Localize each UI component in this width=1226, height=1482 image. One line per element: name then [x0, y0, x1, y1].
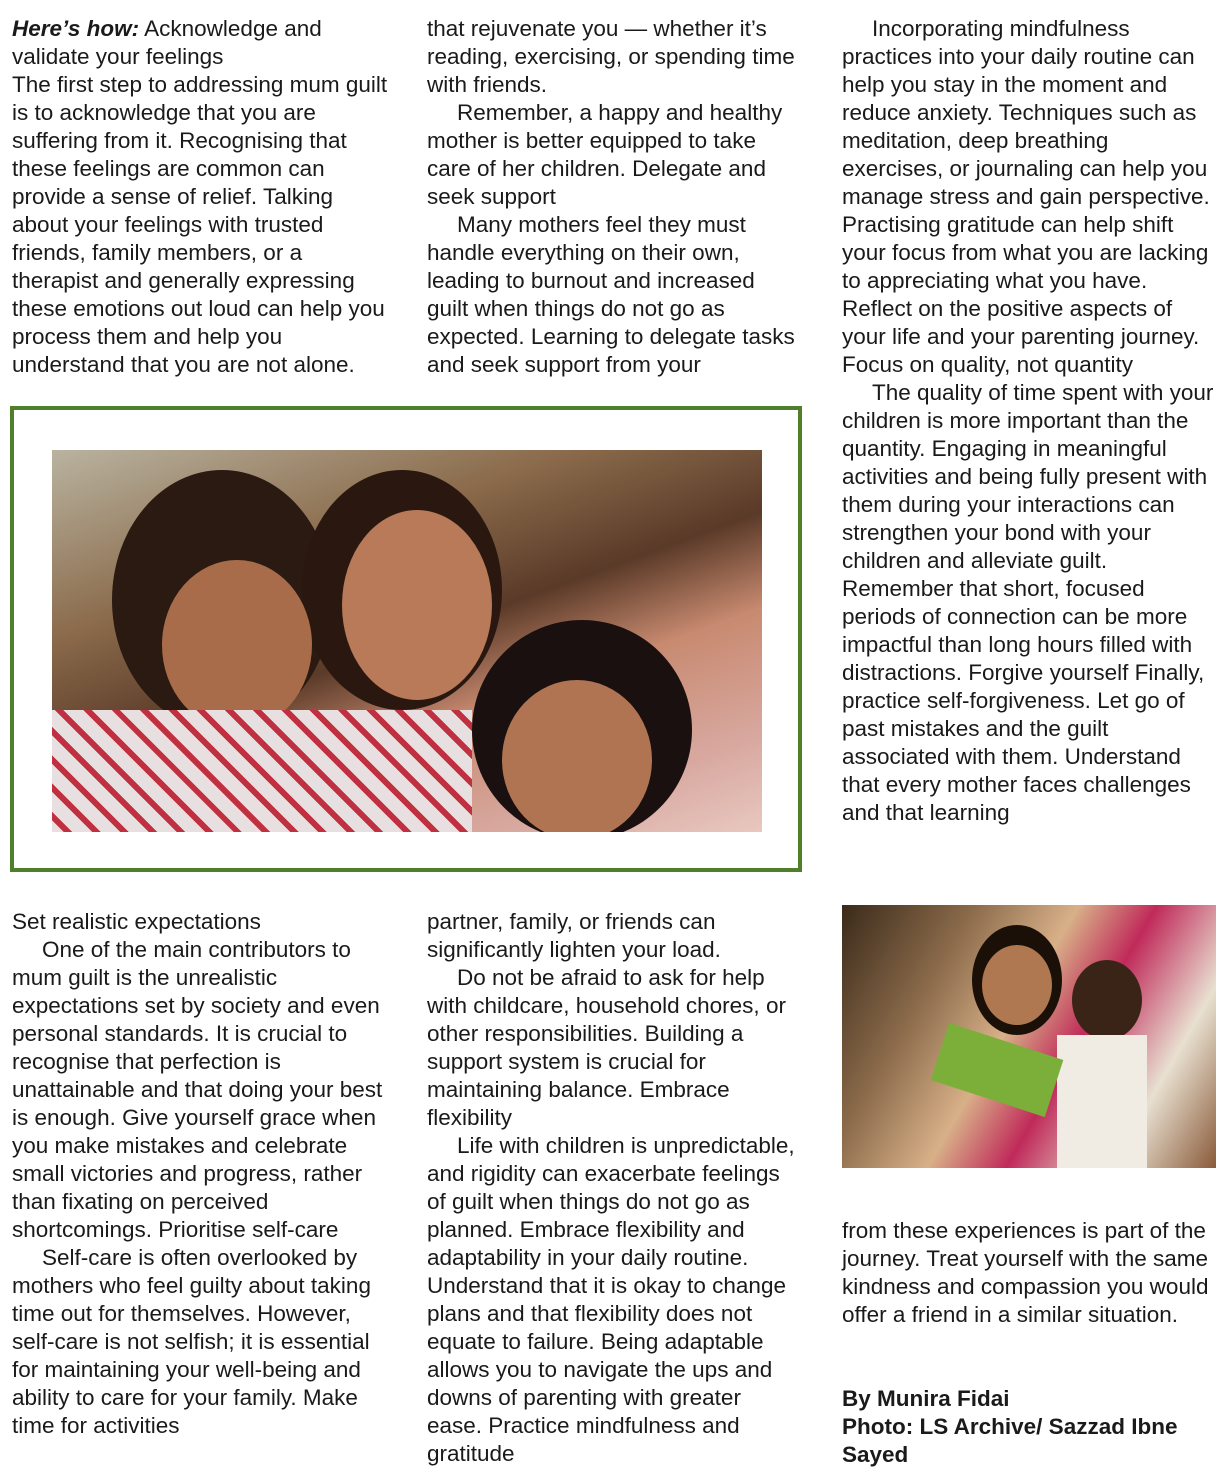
paragraph: Many mothers feel they must handle everything on their own, leading to burnout and increased guilt when things do not go as expected. Learning to delegate tasks and seek support from your [427, 212, 795, 377]
paragraph: that rejuvenate you — whether it’s reading, exercising, or spending time with friends. [427, 16, 795, 97]
paragraph: partner, family, or friends can significantly lighten your load. [427, 909, 721, 962]
column-1-bottom [12, 908, 392, 1440]
column-3-top [842, 15, 1214, 827]
subheading: Acknowledge and validate your feelings [12, 16, 322, 69]
reading-photo [842, 905, 1216, 1168]
lead-in: Here’s how: [12, 16, 140, 41]
paragraph: Self-care is often overlooked by mothers who feel guilty about taking time out for themselves. However, self-care is not selfish; it is essential for maintaining your well-being and ability to care for your family. Make time for activities [12, 1245, 371, 1438]
column-1-top [12, 15, 392, 379]
column-3-bottom [842, 1217, 1216, 1329]
paragraph: One of the main contributors to mum guilt is the unrealistic expectations set by society and even personal standards. It is crucial to recognise that perfection is unattainable and that doing your best is enough. Give yourself grace when you make mistakes and celebrate small victories and progress, rather than fixating on perceived shortcomings. Prioritise self-care [12, 937, 383, 1242]
intro-heading [12, 15, 392, 71]
byline [842, 1385, 1216, 1469]
paragraph: from these experiences is part of the journey. Treat yourself with the same kindness and compassion you would offer a friend in a similar situation. [842, 1218, 1209, 1327]
paragraph: The quality of time spent with your children is more important than the quantity. Engaging in meaningful activities and being fully present with them during your interactions can strengthen your bond with your children and alleviate guilt. Remember that short, focused periods of connection can be more impactful than long hours filled with distractions. Forgive yourself Finally, practice self-forgiveness. Let go of past mistakes and the guilt associated with them. Understand that every mother faces challenges and that learning [842, 380, 1214, 825]
mother-children-photo [52, 450, 762, 832]
paragraph: Do not be afraid to ask for help with childcare, household chores, or other responsibilities. Building a support system is crucial for maintaining balance. Embrace flexibility [427, 965, 786, 1130]
photo-credit: Photo: LS Archive/ Sazzad Ibne Sayed [842, 1414, 1178, 1467]
paragraph: Incorporating mindfulness practices into your daily routine can help you stay in the moment and reduce anxiety. Techniques such as meditation, deep breathing exercises, or journaling can help you manage stress and gain perspective. Practising gratitude can help shift your focus from what you are lacking to appreciating what you have. Reflect on the positive aspects of your life and your parenting journey. Focus on quality, not quantity [842, 16, 1210, 377]
subheading: Set realistic expectations [12, 909, 261, 934]
paragraph: Life with children is unpredictable, and rigidity can exacerbate feelings of guilt when things do not go as planned. Embrace flexibility and adaptability in your daily routine. Understand that it is okay to change plans and that flexibility does not equate to failure. Being adaptable allows you to navigate the ups and downs of parenting with greater ease. Practice mindfulness and gratitude [427, 1133, 795, 1466]
column-2-bottom [427, 908, 799, 1468]
author-credit: By Munira Fidai [842, 1386, 1010, 1411]
paragraph: The first step to addressing mum guilt is to acknowledge that you are suffering from it. Recognising that these feelings are common can provide a sense of relief. Talking about your feelings with trusted friends, family members, or a therapist and generally expressing these emotions out loud can help you process them and help you understand that you are not alone. [12, 72, 388, 377]
paragraph: Remember, a happy and healthy mother is better equipped to take care of her children. Delegate and seek support [427, 100, 783, 209]
column-2-top [427, 15, 799, 379]
main-photo-frame [10, 406, 802, 872]
